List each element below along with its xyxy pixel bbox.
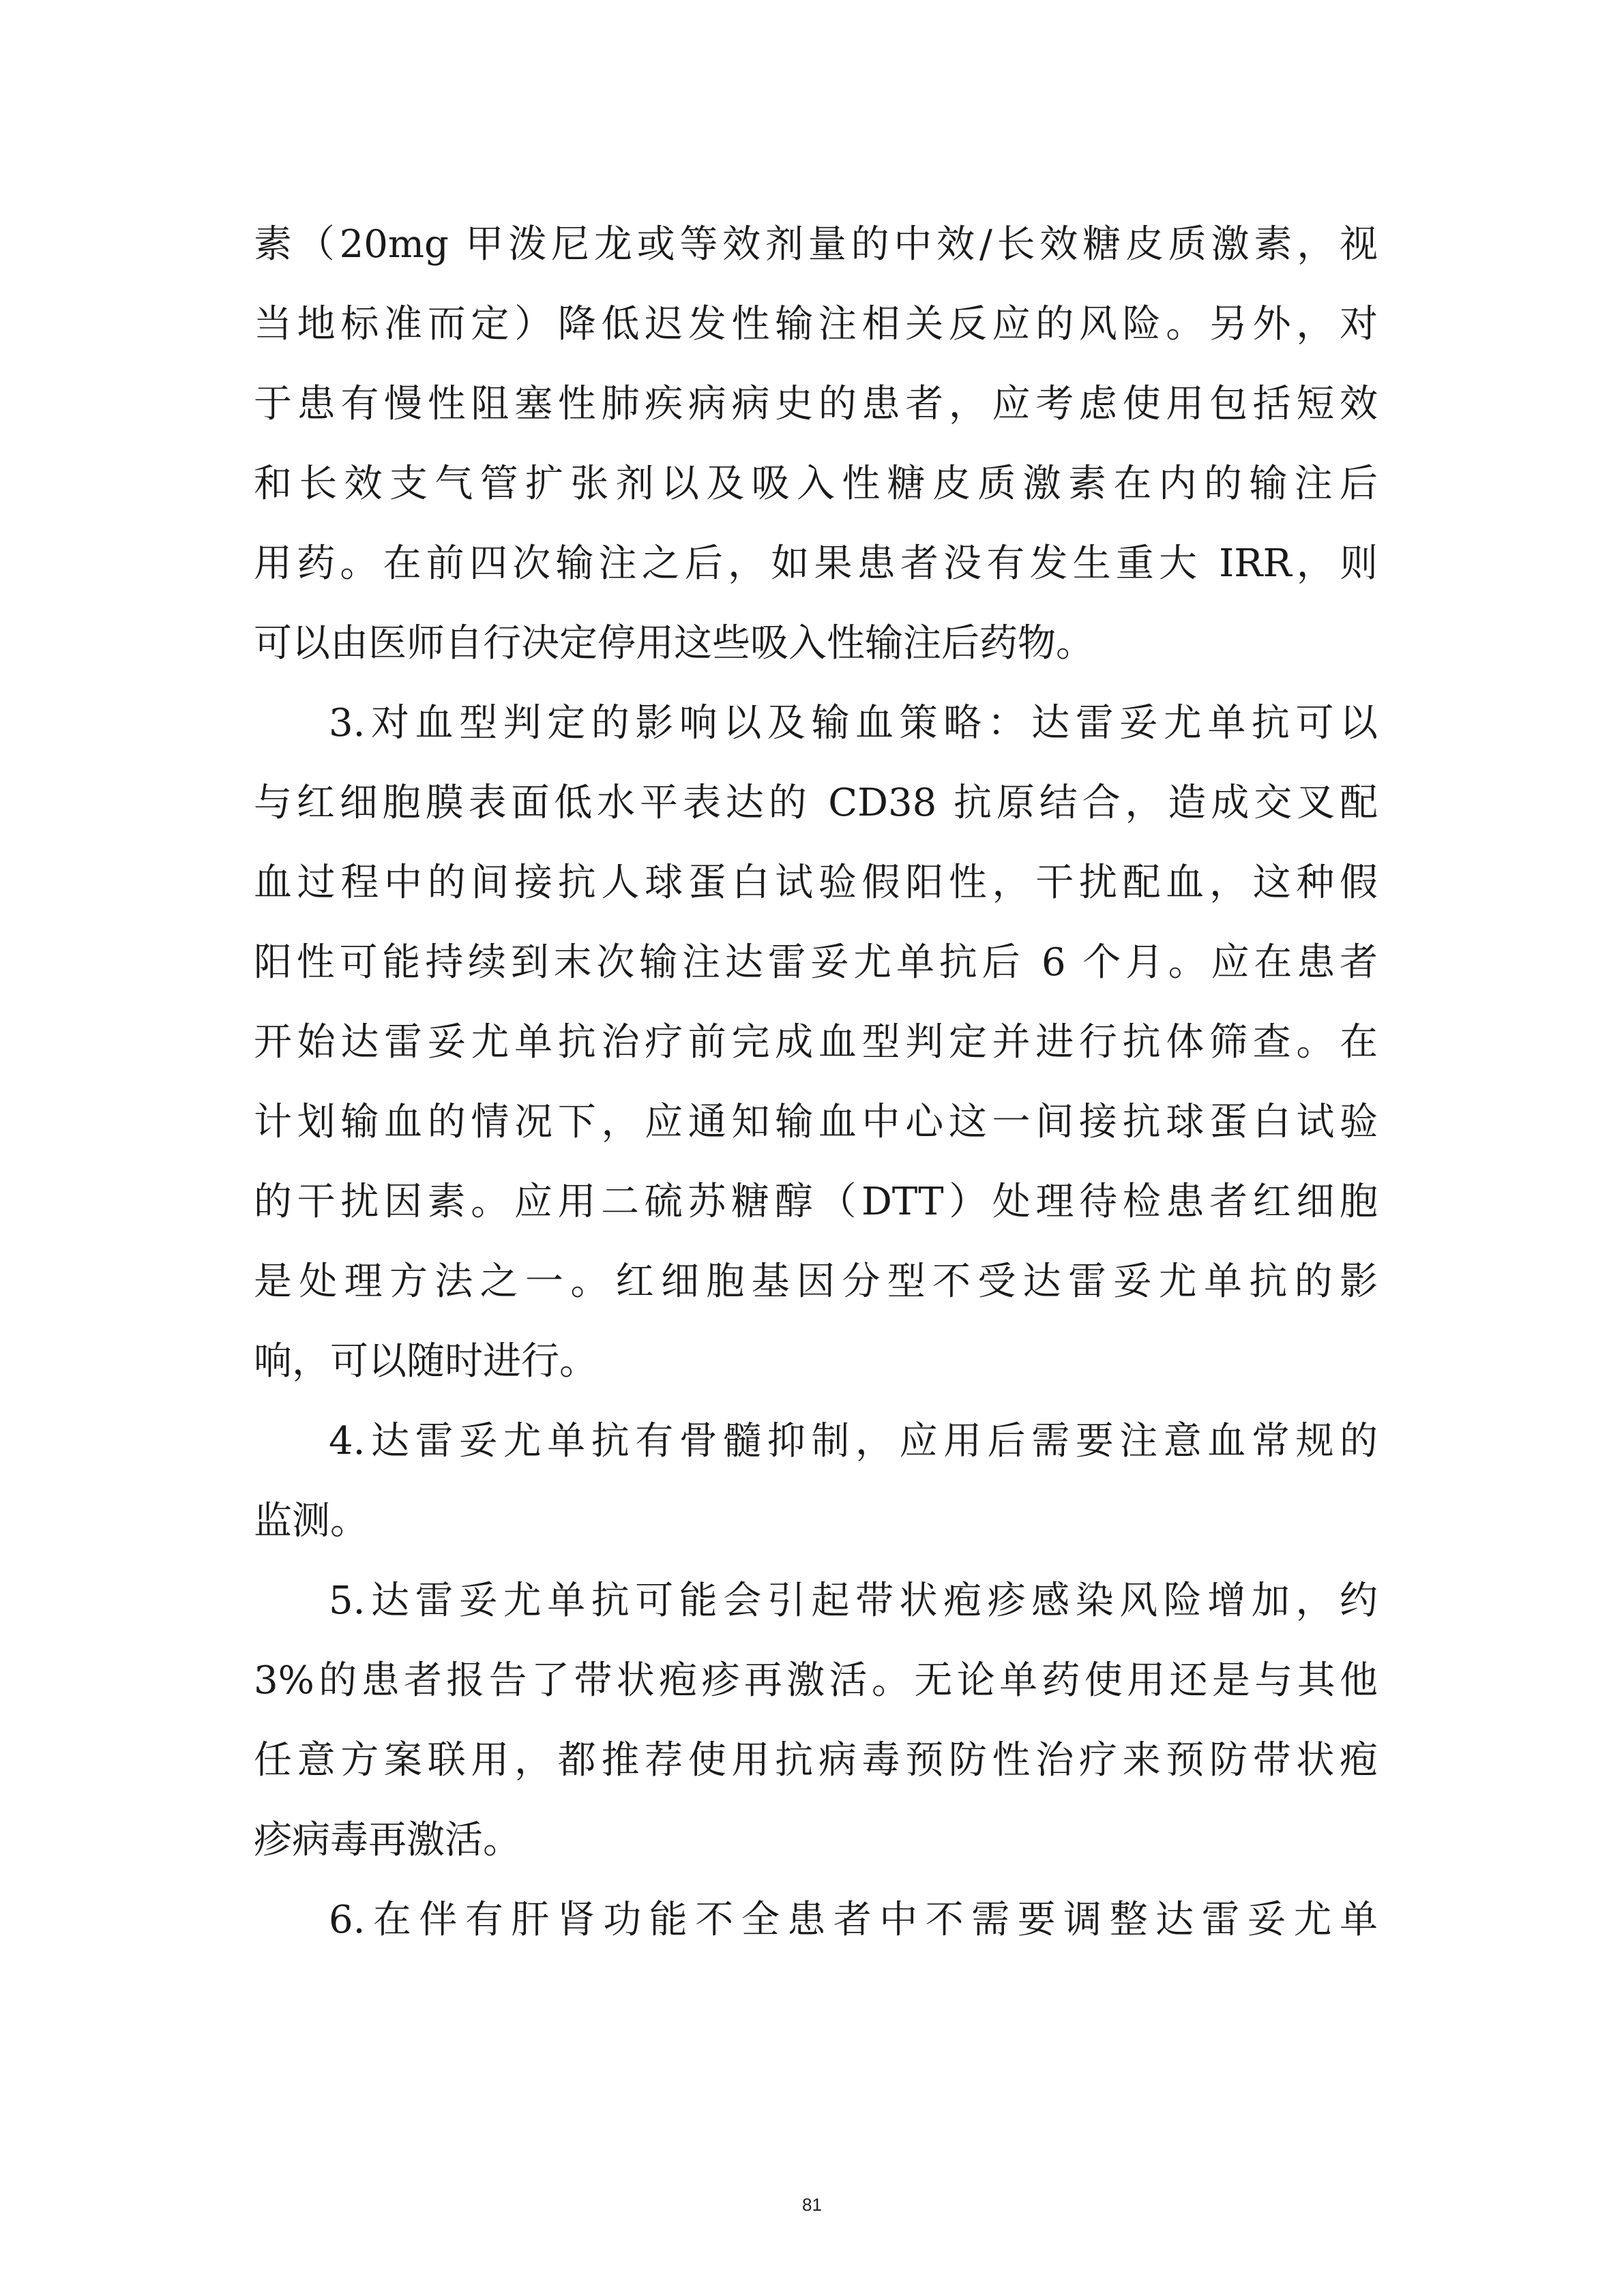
paragraph-continuation — [254, 205, 1378, 683]
text-line: 可以由医师自行决定停用这些吸入性输注后药物。 — [254, 621, 1094, 666]
paragraph-item-5 — [254, 1561, 1378, 1880]
paragraph-item-3 — [254, 683, 1378, 1401]
text-line: 疹病毒再激活。 — [254, 1818, 521, 1862]
text-line: 是处理方法之一。红细胞基因分型不受达雷妥尤单抗的影 — [254, 1259, 1378, 1304]
text-line: 开始达雷妥尤单抗治疗前完成血型判定并进行抗体筛查。在 — [254, 1020, 1378, 1064]
paragraph-item-6 — [254, 1880, 1378, 1960]
text-line: 4.达雷妥尤单抗有骨髓抑制，应用后需要注意血常规的 — [329, 1419, 1378, 1463]
text-line: 于患有慢性阻塞性肺疾病病史的患者，应考虑使用包括短效 — [254, 382, 1378, 426]
text-line: 与红细胞膜表面低水平表达的 CD38 抗原结合，造成交叉配 — [254, 781, 1378, 825]
page-number: 81 — [802, 2194, 822, 2215]
text-line: 的干扰因素。应用二硫苏糖醇（DTT）处理待检患者红细胞 — [254, 1180, 1378, 1224]
text-line: 5.达雷妥尤单抗可能会引起带状疱疹感染风险增加，约 — [329, 1579, 1378, 1623]
text-line: 血过程中的间接抗人球蛋白试验假阳性，干扰配血，这种假 — [254, 861, 1378, 905]
body-text — [254, 205, 1378, 1960]
text-line: 6.在伴有肝肾功能不全患者中不需要调整达雷妥尤单 — [329, 1898, 1378, 1942]
text-line: 当地标准而定）降低迟发性输注相关反应的风险。另外，对 — [254, 302, 1378, 346]
text-line: 监测。 — [254, 1499, 368, 1543]
text-line: 3%的患者报告了带状疱疹再激活。无论单药使用还是与其他 — [254, 1658, 1378, 1703]
text-line: 3.对血型判定的影响以及输血策略：达雷妥尤单抗可以 — [329, 701, 1378, 745]
text-line: 素（20mg 甲泼尼龙或等效剂量的中效/长效糖皮质激素，视 — [254, 222, 1378, 267]
text-line: 用药。在前四次输注之后，如果患者没有发生重大 IRR，则 — [254, 541, 1378, 586]
text-line: 阳性可能持续到末次输注达雷妥尤单抗后 6 个月。应在患者 — [254, 940, 1378, 985]
text-line: 响，可以随时进行。 — [254, 1339, 597, 1384]
text-line: 和长效支气管扩张剂以及吸入性糖皮质激素在内的输注后 — [254, 462, 1378, 506]
paragraph-item-4 — [254, 1401, 1378, 1561]
text-line: 任意方案联用，都推荐使用抗病毒预防性治疗来预防带状疱 — [254, 1738, 1378, 1783]
text-line: 计划输血的情况下，应通知输血中心这一间接抗球蛋白试验 — [254, 1100, 1378, 1144]
